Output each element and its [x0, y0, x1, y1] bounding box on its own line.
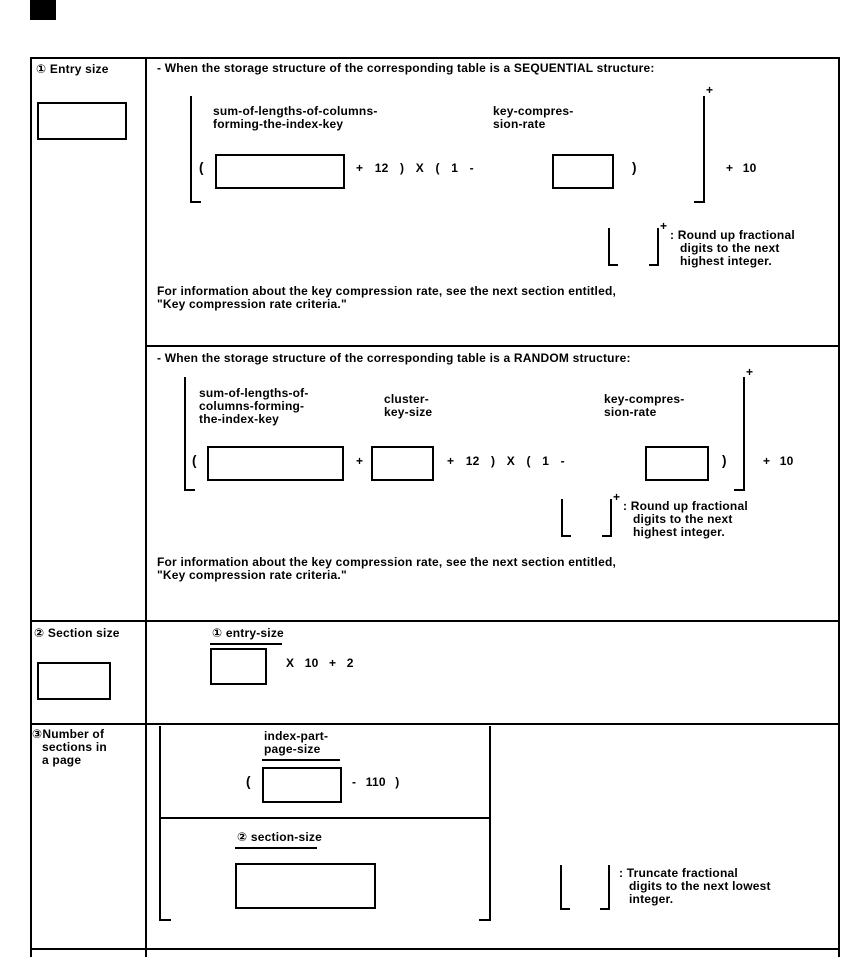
- entry-size-value-box: [37, 102, 127, 140]
- table-border-left: [30, 57, 32, 957]
- rand-cluster-key-label: [384, 393, 432, 419]
- truncate-legend: [619, 867, 771, 906]
- fraction-bar: [161, 817, 490, 819]
- rand-cluster-key-label-line1: cluster-: [384, 392, 429, 406]
- truncate-legend-line2: digits to the next lowest: [629, 879, 771, 893]
- truncate-legend-line3: integer.: [629, 892, 674, 906]
- random-intro-text: - When the storage structure of the corresponding table is a RANDOM structure:: [157, 351, 631, 365]
- section-size-row-label: ② Section size: [34, 626, 120, 640]
- section-size-formula-tail: X 10 + 2: [286, 656, 354, 670]
- entry-size-row-label: ① Entry size: [36, 62, 109, 76]
- table-border-top: [30, 57, 840, 59]
- index-part-page-size-label-line2: page-size: [264, 742, 321, 756]
- seq-sum-of-lengths-label-line2: forming-the-index-key: [213, 117, 344, 131]
- round-up-bracket-right: [694, 96, 705, 203]
- truncate-legend-line1: : Truncate fractional: [619, 866, 738, 880]
- rand-legend-line3: highest integer.: [633, 525, 725, 539]
- entry-size-operand-label: ① entry-size: [210, 626, 282, 645]
- truncate-legend-bracket-left: [560, 865, 570, 910]
- section-size-operand-box: [235, 863, 376, 909]
- truncate-bracket-right: [479, 726, 491, 921]
- rand-open-paren: (: [192, 453, 197, 468]
- truncate-legend-bracket-right: [600, 865, 610, 910]
- sections-per-page-label-line2: sections in: [42, 740, 107, 754]
- seq-key-compression-note: [157, 285, 616, 311]
- seq-close-paren: ): [632, 160, 637, 175]
- seq-legend-bracket-left: [608, 228, 618, 266]
- sequential-random-divider: [145, 345, 840, 347]
- rand-formula-tail: + 10: [763, 454, 794, 468]
- table-border-right: [838, 57, 840, 957]
- truncate-bracket-left: [159, 726, 171, 921]
- rand-legend-line2: digits to the next: [633, 512, 733, 526]
- seq-legend-line1: : Round up fractional: [670, 228, 795, 242]
- rand-legend-line1: : Round up fractional: [623, 499, 748, 513]
- seq-key-compression-rate-box: [552, 154, 614, 189]
- sequential-intro-text: - When the storage structure of the corresponding table is a SEQUENTIAL structure:: [157, 61, 655, 75]
- seq-formula-tail: + 10: [726, 161, 757, 175]
- numerator-open-paren: (: [246, 774, 251, 789]
- rand-key-compression-label: [604, 393, 684, 419]
- seq-note-line2: "Key compression rate criteria.": [157, 297, 347, 311]
- rand-round-up-legend: [623, 500, 748, 539]
- rand-legend-bracket-left: [561, 499, 571, 537]
- seq-open-paren: (: [199, 160, 204, 175]
- round-up-bracket-left: [190, 96, 201, 203]
- rand-plus-operator: +: [356, 454, 364, 468]
- seq-sum-of-lengths-label-line1: sum-of-lengths-of-columns-: [213, 104, 378, 118]
- sections-per-page-label-line3: a page: [42, 753, 82, 767]
- rand-sum-of-lengths-box: [207, 446, 344, 481]
- seq-note-line1: For information about the key compression rate, see the next section entitled,: [157, 284, 617, 298]
- page-corner-mark: [30, 0, 56, 20]
- seq-sum-of-lengths-label: [213, 105, 378, 131]
- section-size-operand-label: ② section-size: [235, 830, 317, 849]
- round-up-plus-sign: +: [706, 83, 714, 97]
- row-divider-section-number: [30, 723, 840, 725]
- rand-note-line2: "Key compression rate criteria.": [157, 568, 347, 582]
- rand-sum-of-lengths-label-line1: sum-of-lengths-of-: [199, 386, 309, 400]
- rand-note-line1: For information about the key compression rate, see the next section entitled,: [157, 555, 617, 569]
- rand-legend-bracket-right: [602, 499, 612, 537]
- round-up-bracket-left: [184, 377, 195, 491]
- seq-key-compression-label-line2: sion-rate: [493, 117, 546, 131]
- rand-sum-of-lengths-label-line3: the-index-key: [199, 412, 279, 426]
- seq-sum-of-lengths-box: [215, 154, 345, 189]
- seq-key-compression-label: [493, 105, 573, 131]
- rand-key-compression-label-line1: key-compres-: [604, 392, 685, 406]
- rand-sum-of-lengths-label: [199, 387, 309, 426]
- seq-key-compression-label-line1: key-compres-: [493, 104, 574, 118]
- section-size-value-box: [37, 662, 111, 700]
- entry-size-operand-box: [210, 648, 267, 685]
- rand-legend-plus-sign: +: [613, 490, 621, 504]
- rand-key-compression-note: [157, 556, 616, 582]
- rand-key-compression-rate-box: [645, 446, 709, 481]
- index-part-page-size-label: [262, 730, 340, 761]
- seq-legend-plus-sign: +: [660, 219, 668, 233]
- seq-legend-bracket-right: [649, 228, 659, 266]
- rand-formula-middle: + 12 ) X ( 1 -: [447, 454, 565, 468]
- rand-sum-of-lengths-label-line2: columns-forming-: [199, 399, 305, 413]
- rand-key-compression-label-line2: sion-rate: [604, 405, 657, 419]
- seq-round-up-legend: [670, 229, 795, 268]
- rand-cluster-key-label-line2: key-size: [384, 405, 433, 419]
- sections-per-page-row-label: [32, 728, 107, 767]
- seq-formula-middle: + 12 ) X ( 1 -: [356, 161, 474, 175]
- rand-cluster-key-size-box: [371, 446, 434, 481]
- round-up-bracket-right: [734, 377, 745, 491]
- rand-close-paren: ): [722, 453, 727, 468]
- sections-per-page-label-line1: ③Number of: [32, 727, 105, 741]
- round-up-plus-sign: +: [746, 365, 754, 379]
- seq-legend-line2: digits to the next: [680, 241, 780, 255]
- seq-legend-line3: highest integer.: [680, 254, 772, 268]
- row-divider-bottom: [30, 948, 840, 950]
- index-part-page-size-label-line1: index-part-: [264, 729, 329, 743]
- row-divider-entry-section: [30, 620, 840, 622]
- numerator-tail: - 110 ): [352, 775, 400, 789]
- table-column-divider: [145, 57, 147, 957]
- index-part-page-size-box: [262, 767, 342, 803]
